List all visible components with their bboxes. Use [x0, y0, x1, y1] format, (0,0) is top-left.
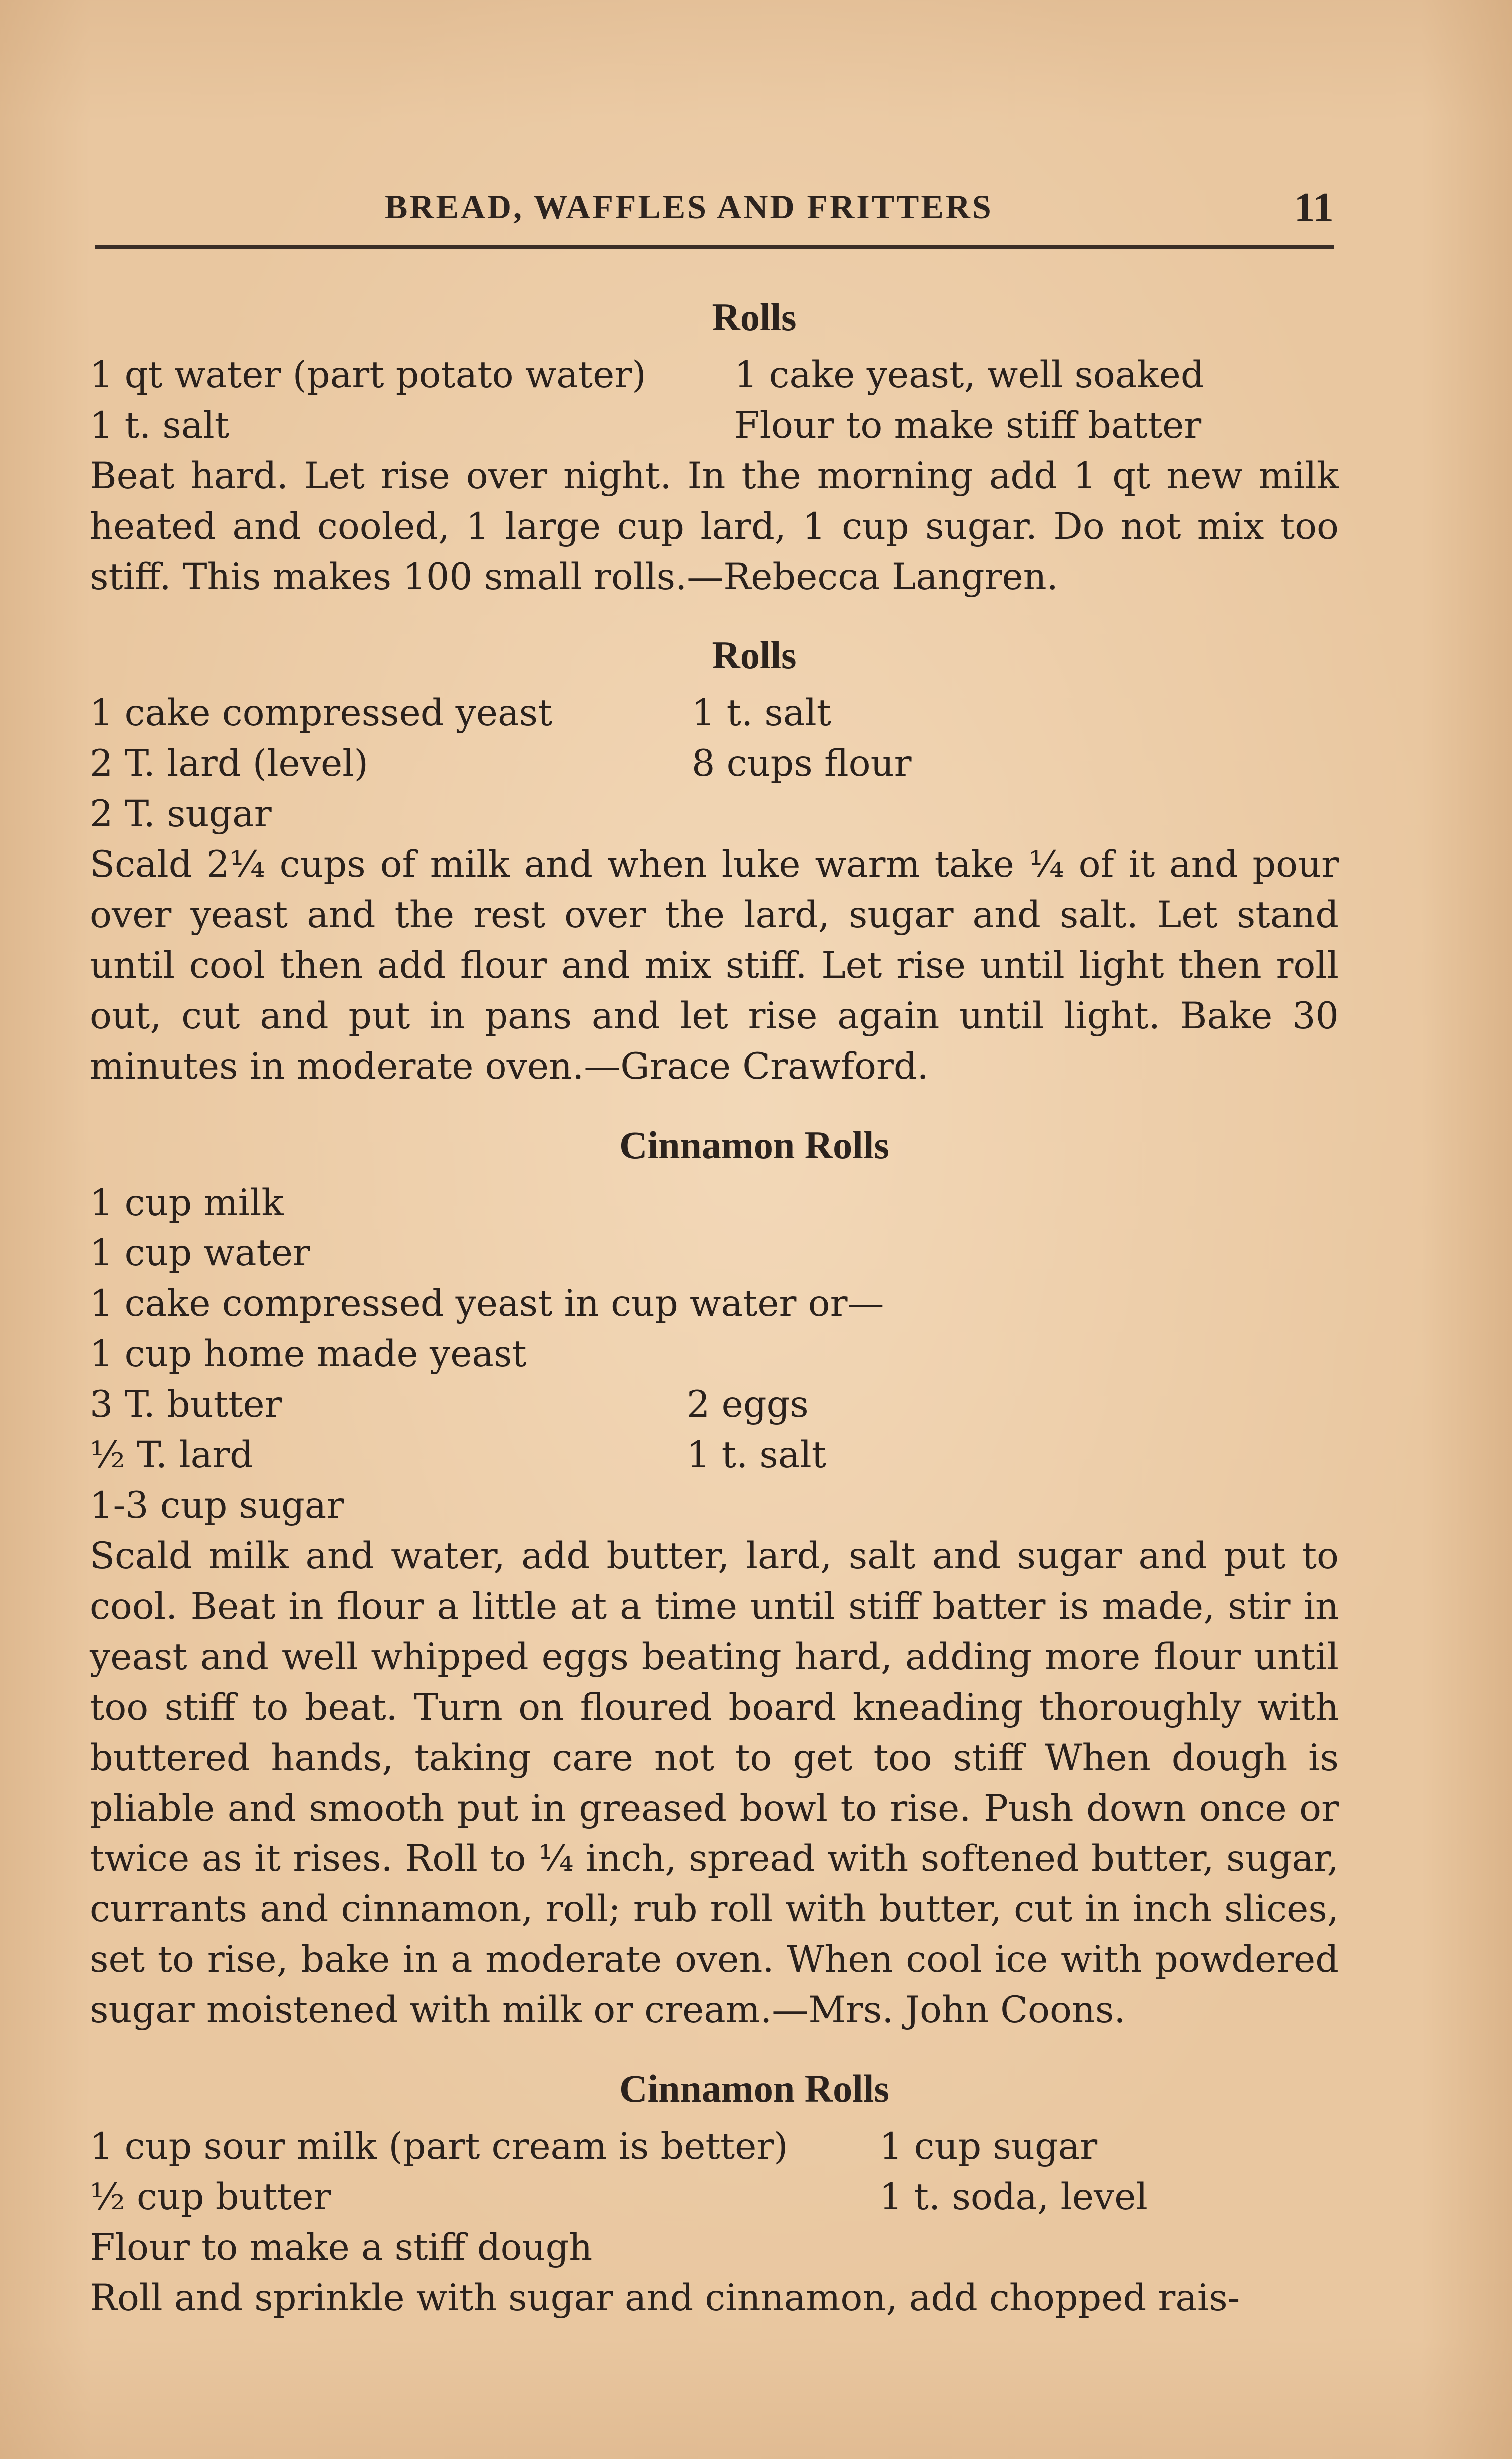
ingredient-left: 1 cup home made yeast [90, 1333, 527, 1375]
ingredient-list [90, 1178, 1339, 1531]
ingredient-right [692, 789, 1339, 839]
ingredient-right [687, 1278, 1339, 1329]
recipe-spacer [90, 602, 1339, 628]
ingredient-right: 1 t. salt [692, 692, 832, 734]
ingredient-left: 1 cake compressed yeast in cup water or— [90, 1282, 884, 1325]
recipe-title: Rolls [712, 633, 797, 677]
recipe-spacer [90, 2035, 1339, 2061]
ingredient-left: 1-3 cup sugar [90, 1484, 344, 1527]
ingredient-right [687, 1329, 1339, 1379]
recipe-rolls-crawford [90, 628, 1339, 1092]
recipe-method: Beat hard. Let rise over night. In the morning add 1 qt new milk heated and cooled, 1 large cup lard, 1 cup sugar. Do not mix too stiff. This makes 100 small rolls.—Rebecca Langren. [90, 455, 1339, 598]
ingredient-list [90, 688, 1339, 839]
page-content [90, 290, 1339, 2323]
recipe-cinnamon-rolls-sour-milk [90, 2061, 1339, 2323]
recipe-method: Scald 2¼ cups of milk and when luke warm take ¼ of it and pour over yeast and the rest over the lard, sugar and salt. Let stand until cool then add flour and mix stiff. Let rise until light then roll out, cut and put in pans and let rise again until light. Bake 30 minutes in moderate oven.—Grace Crawford. [90, 843, 1339, 1088]
ingredient-left: Flour to make a stiff dough [90, 2226, 593, 2269]
ingredient-list [90, 350, 1339, 451]
ingredient-list [90, 2121, 1339, 2273]
ingredient-right: 2 eggs [687, 1383, 809, 1426]
running-title: BREAD, WAFFLES AND FRITTERS [385, 188, 993, 226]
ingredient-left: 3 T. butter [90, 1383, 282, 1426]
ingredient-right: 1 cup sugar [879, 2125, 1098, 2168]
recipe-cinnamon-rolls-coons [90, 1118, 1339, 2035]
ingredient-left: 1 t. salt [90, 404, 230, 447]
ingredient-left: 2 T. sugar [90, 793, 272, 835]
ingredient-left: 1 cake compressed yeast [90, 692, 553, 734]
recipe-method: Roll and sprinkle with sugar and cinnamon, add chopped rais- [90, 2277, 1240, 2319]
recipe-title: Cinnamon Rolls [619, 2067, 889, 2110]
header-rule [95, 245, 1334, 249]
ingredient-left: 1 cup water [90, 1232, 310, 1274]
page-header [95, 184, 1334, 247]
ingredient-right: 1 t. salt [687, 1434, 827, 1476]
recipe-spacer [90, 1092, 1339, 1118]
recipe-rolls-langren [90, 290, 1339, 602]
ingredient-left: 1 qt water (part potato water) [90, 354, 646, 396]
ingredient-left: 1 cup milk [90, 1182, 284, 1224]
ingredient-left: ½ cup butter [90, 2176, 331, 2218]
ingredient-right: 1 cake yeast, well soaked [734, 354, 1204, 396]
ingredient-right [687, 1480, 1339, 1531]
ingredient-left: 2 T. lard (level) [90, 742, 369, 785]
ingredient-left: 1 cup sour milk (part cream is better) [90, 2125, 788, 2168]
ingredient-right [687, 1178, 1339, 1228]
page-number: 11 [1294, 184, 1334, 231]
recipe-method: Scald milk and water, add butter, lard, salt and sugar and put to cool. Beat in flour a little at a time until stiff batter is made, stir in yeast and well whipped eggs beating hard, adding more flour until too stiff to beat. Turn on floured board kneading thoroughly with buttered hands, taking care not to get too stiff When dough is pliable and smooth put in greased bowl to rise. Push down once or twice as it rises. Roll to ¼ inch, spread with softened butter, sugar, currants and cinnamon, roll; rub roll with butter, cut in inch slices, set to rise, bake in a moderate oven. When cool ice with powdered sugar moistened with milk or cream.—Mrs. John Coons. [90, 1535, 1339, 2031]
ingredient-left: ½ T. lard [90, 1434, 253, 1476]
ingredient-right: 8 cups flour [692, 742, 912, 785]
ingredient-right: 1 t. soda, level [879, 2176, 1148, 2218]
ingredient-right [687, 1228, 1339, 1278]
ingredient-right: Flour to make stiff batter [734, 404, 1202, 447]
recipe-title: Rolls [712, 295, 797, 339]
recipe-title: Cinnamon Rolls [619, 1123, 889, 1167]
ingredient-right [879, 2222, 1339, 2273]
